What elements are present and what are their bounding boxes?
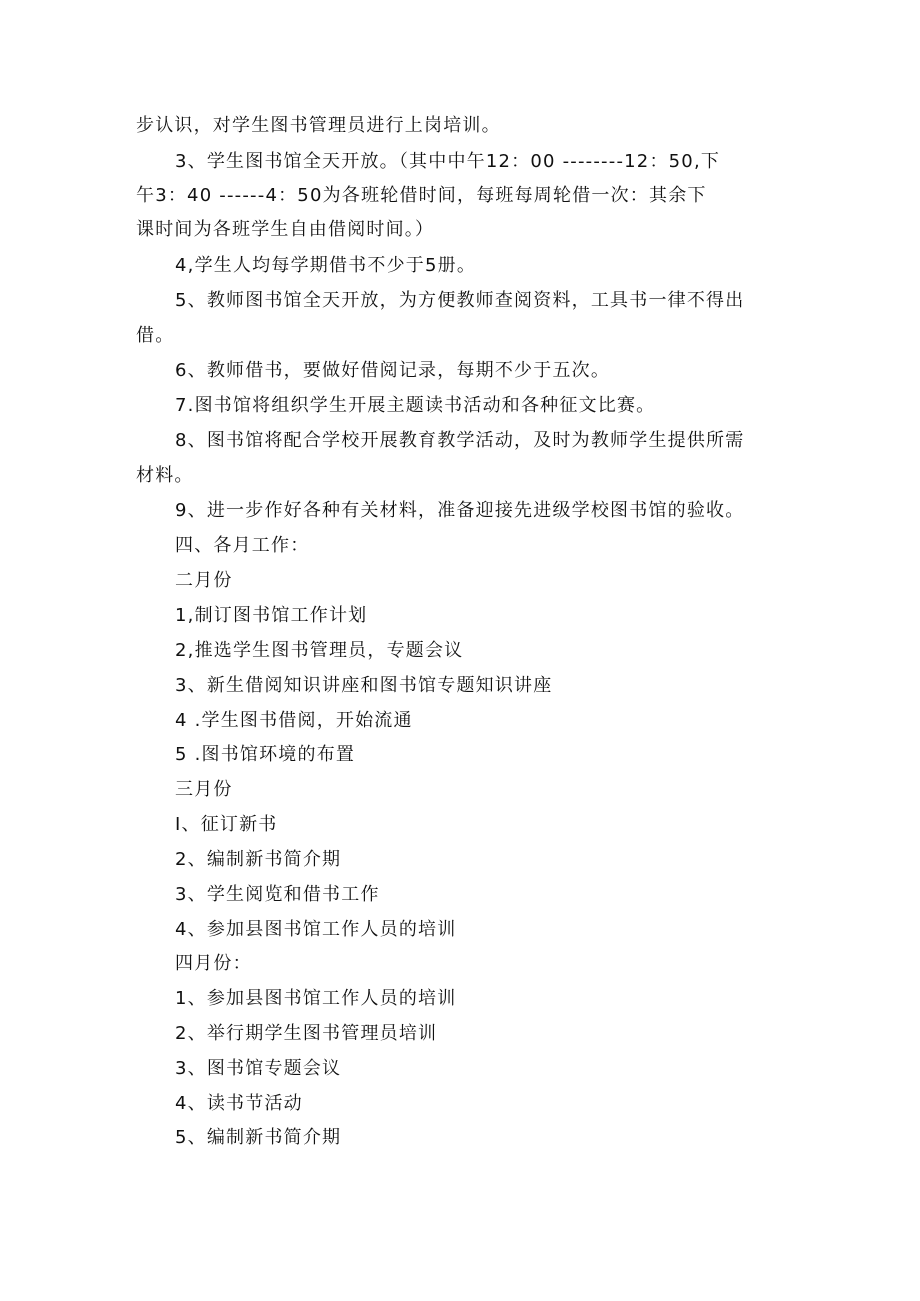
list-item: 4、读书节活动: [175, 1093, 303, 1114]
text-line: 午3：40 ------4：50为各班轮借时间，每班每周轮借一次：其余下: [136, 185, 707, 206]
list-item: 2,推选学生图书管理员，专题会议: [175, 640, 464, 661]
text-line: 借。: [136, 325, 175, 346]
text-line: 课时间为各班学生自由借阅时间。）: [136, 219, 435, 240]
text-line: 3、学生图书馆全天开放。（其中中午12：00 --------12：50,下: [175, 151, 721, 172]
text-line: 5、教师图书馆全天开放，为方便教师查阅资料，工具书一律不得出: [175, 290, 745, 311]
text-line: 8、图书馆将配合学校开展教育教学活动，及时为教师学生提供所需: [175, 430, 745, 451]
list-item: 3、新生借阅知识讲座和图书馆专题知识讲座: [175, 675, 553, 696]
list-item: 3、图书馆专题会议: [175, 1058, 342, 1079]
section-heading: 四、各月工作：: [175, 535, 310, 556]
month-heading: 三月份: [175, 779, 233, 800]
list-item: 2、举行期学生图书管理员培训: [175, 1023, 438, 1044]
list-item: I、征订新书: [175, 814, 278, 835]
text-line: 7.图书馆将组织学生开展主题读书活动和各种征文比赛。: [175, 395, 656, 416]
month-heading: 二月份: [175, 570, 233, 591]
text-line: 6、教师借书，要做好借阅记录，每期不少于五次。: [175, 360, 611, 381]
list-item: 1、参加县图书馆工作人员的培训: [175, 988, 457, 1009]
list-item: 4 .学生图书借阅，开始流通: [175, 710, 413, 731]
list-item: 5 .图书馆环境的布置: [175, 744, 356, 765]
text-line: 4,学生人均每学期借书不少于5册。: [175, 255, 477, 276]
text-line: 材料。: [136, 465, 194, 486]
list-item: 4、参加县图书馆工作人员的培训: [175, 919, 457, 940]
list-item: 1,制订图书馆工作计划: [175, 605, 368, 626]
month-heading: 四月份：: [175, 953, 252, 974]
list-item: 5、编制新书简介期: [175, 1127, 342, 1148]
text-line: 步认识，对学生图书管理员进行上岗培训。: [136, 115, 501, 136]
list-item: 2、编制新书简介期: [175, 849, 342, 870]
list-item: 3、学生阅览和借书工作: [175, 884, 380, 905]
text-line: 9、进一步作好各种有关材料，准备迎接先进级学校图书馆的验收。: [175, 500, 745, 521]
